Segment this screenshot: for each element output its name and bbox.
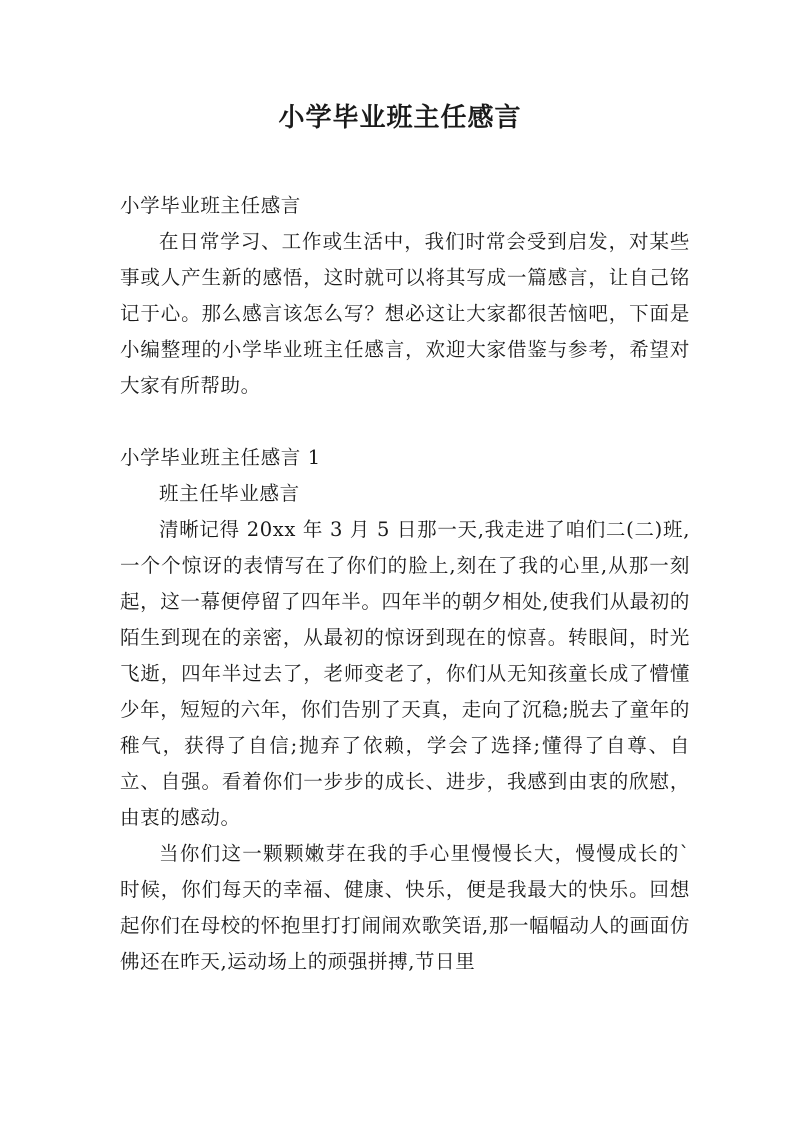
section-subtitle: 班主任毕业感言 bbox=[159, 482, 300, 505]
document-title: 小学毕业班主任感言 bbox=[278, 103, 522, 133]
intro-heading: 小学毕业班主任感言 bbox=[120, 194, 301, 217]
body-paragraph-2: 当你们这一颗颗嫩芽在我的手心里慢慢长大，慢慢成长的`时候，你们每天的幸福、健康、快乐，便是我最大的快乐。回想起你们在母校的怀抱里打打闹闹欢歌笑语,那一幅幅动人的画面仿佛还在昨天,运动场上的顽强拼搏,节日里 bbox=[120, 842, 690, 973]
section-spacer bbox=[120, 404, 690, 440]
body-paragraph-1: 清晰记得 20xx 年 3 月 5 日那一天,我走进了咱们二(二)班,一个个惊讶的表情写在了你们的脸上,刻在了我的心里,从那一刻起，这一幕便停留了四年半。四年半的朝夕相处,使我们从最初的陌生到现在的亲密，从最初的惊讶到现在的惊喜。转眼间，时光飞逝，四年半过去了，老师变老了，你们从无知孩童长成了懵懂少年，短短的六年，你们告别了天真，走向了沉稳;脱去了童年的稚气，获得了自信;抛弃了依赖，学会了选择;懂得了自尊、自立、自强。看着你们一步步的成长、进步，我感到由衷的欣慰，由衷的感动。 bbox=[120, 518, 690, 829]
section-heading: 小学毕业班主任感言 1 bbox=[120, 446, 321, 469]
intro-paragraph: 在日常学习、工作或生活中，我们时常会受到启发，对某些事或人产生新的感悟，这时就可以将其写成一篇感言，让自己铭记于心。那么感言该怎么写？想必这让大家都很苦恼吧，下面是小编整理的小学毕业班主任感言，欢迎大家借鉴与参考，希望对大家有所帮助。 bbox=[120, 230, 690, 397]
document-body bbox=[120, 188, 690, 980]
